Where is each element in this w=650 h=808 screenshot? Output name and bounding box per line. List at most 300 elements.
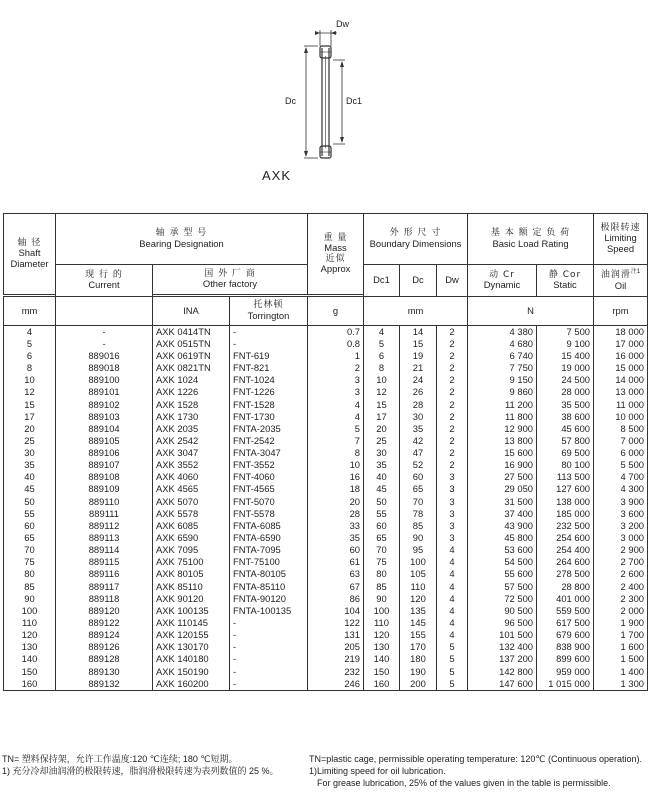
oil-speed-cell: 14 000 (594, 375, 648, 387)
torrington-code-cell: - (230, 666, 308, 678)
dw-cell: 2 (437, 460, 468, 472)
oil-speed-cell: 10 000 (594, 411, 648, 423)
dynamic-load-cell: 11 200 (468, 399, 537, 411)
oil-speed-cell: 15 000 (594, 362, 648, 374)
table-row (4, 617, 648, 629)
table-row (4, 411, 648, 423)
dw-header: Dw (437, 265, 468, 297)
torrington-code-cell: FNT-1226 (230, 387, 308, 399)
ina-code-cell: AXK 85110 (153, 581, 230, 593)
dynamic-load-cell: 137 200 (468, 654, 537, 666)
dw-cell: 2 (437, 399, 468, 411)
oil-speed-cell: 1 600 (594, 642, 648, 654)
dw-cell: 3 (437, 520, 468, 532)
torrington-code-cell: - (230, 654, 308, 666)
dynamic-load-cell: 12 900 (468, 423, 537, 435)
mass-cell: 8 (308, 447, 364, 459)
table-row (4, 630, 648, 642)
mass-cell: 3 (308, 375, 364, 387)
mass-cell: 18 (308, 484, 364, 496)
ina-code-cell: AXK 5070 (153, 496, 230, 508)
static-load-cell: 278 500 (537, 569, 594, 581)
table-row (4, 460, 648, 472)
dw-cell: 2 (437, 447, 468, 459)
oil-speed-cell: 4 700 (594, 472, 648, 484)
mass-cell: 4 (308, 411, 364, 423)
static-load-cell: 15 400 (537, 350, 594, 362)
static-load-cell: 232 500 (537, 520, 594, 532)
static-load-cell: 7 500 (537, 326, 594, 339)
table-row (4, 423, 648, 435)
dc-cell: 42 (400, 435, 437, 447)
static-load-cell: 254 400 (537, 545, 594, 557)
mass-cell: 20 (308, 496, 364, 508)
table-row (4, 375, 648, 387)
load-unit: N (468, 297, 594, 326)
ina-code-cell: AXK 140180 (153, 654, 230, 666)
table-row (4, 350, 648, 362)
oil-speed-cell: 2 400 (594, 581, 648, 593)
static-load-cell: 679 600 (537, 630, 594, 642)
dc1-cell: 90 (364, 593, 400, 605)
torrington-code-cell: FNTA-90120 (230, 593, 308, 605)
ina-code-cell: AXK 0821TN (153, 362, 230, 374)
ina-code-cell: AXK 100135 (153, 605, 230, 617)
dc-cell: 180 (400, 654, 437, 666)
dc1-cell: 100 (364, 605, 400, 617)
dynamic-load-cell: 147 600 (468, 678, 537, 691)
mass-cell: 205 (308, 642, 364, 654)
shaft-diameter-cell: 120 (4, 630, 56, 642)
current-code-cell: - (56, 338, 153, 350)
dynamic-load-cell: 16 900 (468, 460, 537, 472)
current-code-cell: 889110 (56, 496, 153, 508)
mass-cell: 63 (308, 569, 364, 581)
torrington-code-cell: - (230, 617, 308, 629)
ina-code-cell: AXK 120155 (153, 630, 230, 642)
oil-speed-cell: 17 000 (594, 338, 648, 350)
mass-cell: 122 (308, 617, 364, 629)
oil-speed-cell: 2 600 (594, 569, 648, 581)
load-rating-header: 基 本 额 定 负 荷 Basic Load Rating (468, 214, 594, 265)
dw-cell: 4 (437, 557, 468, 569)
dw-cell: 2 (437, 326, 468, 339)
dynamic-load-cell: 4 380 (468, 326, 537, 339)
ina-code-cell: AXK 2542 (153, 435, 230, 447)
shaft-diameter-cell: 60 (4, 520, 56, 532)
torrington-code-cell: FNTA-3047 (230, 447, 308, 459)
table-row (4, 484, 648, 496)
dw-cell: 2 (437, 435, 468, 447)
ina-code-cell: AXK 0619TN (153, 350, 230, 362)
dw-label: Dw (336, 19, 349, 29)
dc-cell: 19 (400, 350, 437, 362)
torrington-code-cell: FNT-1730 (230, 411, 308, 423)
dc-cell: 200 (400, 678, 437, 691)
static-load-cell: 401 000 (537, 593, 594, 605)
dynamic-load-cell: 142 800 (468, 666, 537, 678)
current-code-cell: 889100 (56, 375, 153, 387)
dc1-cell: 6 (364, 350, 400, 362)
dynamic-load-cell: 7 750 (468, 362, 537, 374)
shaft-diameter-cell: 17 (4, 411, 56, 423)
dc-cell: 85 (400, 520, 437, 532)
dc-cell: 15 (400, 338, 437, 350)
dynamic-load-cell: 11 800 (468, 411, 537, 423)
mass-cell: 0.8 (308, 338, 364, 350)
ina-header: INA (153, 297, 230, 326)
shaft-diameter-cell: 65 (4, 532, 56, 544)
table-row (4, 362, 648, 374)
shaft-diameter-cell: 130 (4, 642, 56, 654)
current-code-cell: 889116 (56, 569, 153, 581)
shaft-diameter-cell: 80 (4, 569, 56, 581)
ina-code-cell: AXK 2035 (153, 423, 230, 435)
dw-cell: 2 (437, 338, 468, 350)
dw-cell: 4 (437, 581, 468, 593)
dc1-cell: 130 (364, 642, 400, 654)
dynamic-load-cell: 4 680 (468, 338, 537, 350)
dc1-cell: 17 (364, 411, 400, 423)
torrington-code-cell: FNTA-2035 (230, 423, 308, 435)
bearing-spec-table (3, 213, 648, 691)
ina-code-cell: AXK 110145 (153, 617, 230, 629)
mass-cell: 0.7 (308, 326, 364, 339)
spec-table-body (4, 326, 648, 691)
ina-code-cell: AXK 4565 (153, 484, 230, 496)
current-code-cell: - (56, 326, 153, 339)
ina-code-cell: AXK 150190 (153, 666, 230, 678)
ina-code-cell: AXK 3047 (153, 447, 230, 459)
torrington-code-cell: - (230, 678, 308, 691)
dw-cell: 3 (437, 496, 468, 508)
dw-cell: 4 (437, 617, 468, 629)
shaft-diameter-cell: 4 (4, 326, 56, 339)
dynamic-load-cell: 9 150 (468, 375, 537, 387)
static-load-cell: 264 600 (537, 557, 594, 569)
oil-speed-cell: 13 000 (594, 387, 648, 399)
table-row (4, 508, 648, 520)
dc-cell: 30 (400, 411, 437, 423)
ina-code-cell: AXK 1730 (153, 411, 230, 423)
shaft-diameter-cell: 90 (4, 593, 56, 605)
ina-code-cell: AXK 130170 (153, 642, 230, 654)
dynamic-load-cell: 37 400 (468, 508, 537, 520)
dc-cell: 28 (400, 399, 437, 411)
ina-code-cell: AXK 90120 (153, 593, 230, 605)
dc-cell: 120 (400, 593, 437, 605)
table-row (4, 605, 648, 617)
dw-cell: 5 (437, 642, 468, 654)
static-load-cell: 127 600 (537, 484, 594, 496)
dc1-cell: 4 (364, 326, 400, 339)
dw-cell: 3 (437, 484, 468, 496)
oil-speed-cell: 3 000 (594, 532, 648, 544)
oil-speed-cell: 2 300 (594, 593, 648, 605)
oil-speed-cell: 18 000 (594, 326, 648, 339)
mass-unit: g (308, 297, 364, 326)
other-factory-header: 国 外 厂 商 Other factory (153, 265, 308, 295)
mass-cell: 16 (308, 472, 364, 484)
static-load-cell: 9 100 (537, 338, 594, 350)
dc-cell: 60 (400, 472, 437, 484)
current-code-cell: 889016 (56, 350, 153, 362)
dynamic-load-cell: 96 500 (468, 617, 537, 629)
shaft-diameter-cell: 85 (4, 581, 56, 593)
current-code-cell: 889118 (56, 593, 153, 605)
dw-cell: 5 (437, 654, 468, 666)
mass-cell: 219 (308, 654, 364, 666)
dc1-cell: 75 (364, 557, 400, 569)
dc1-label: Dc1 (346, 96, 363, 106)
dw-cell: 5 (437, 666, 468, 678)
dc-cell: 190 (400, 666, 437, 678)
static-load-cell: 57 800 (537, 435, 594, 447)
table-row (4, 399, 648, 411)
mass-cell: 104 (308, 605, 364, 617)
dc1-header: Dc1 (364, 265, 400, 297)
table-row (4, 545, 648, 557)
oil-speed-cell: 1 300 (594, 678, 648, 691)
shaft-diameter-cell: 75 (4, 557, 56, 569)
current-code-cell: 889113 (56, 532, 153, 544)
ina-code-cell: AXK 75100 (153, 557, 230, 569)
table-row (4, 447, 648, 459)
static-load-cell: 185 000 (537, 508, 594, 520)
torrington-header: 托林顿 Torrington (230, 297, 308, 326)
current-unit (56, 297, 153, 326)
mass-cell: 232 (308, 666, 364, 678)
static-load-cell: 28 000 (537, 387, 594, 399)
shaft-diameter-cell: 5 (4, 338, 56, 350)
dc-cell: 135 (400, 605, 437, 617)
static-load-cell: 24 500 (537, 375, 594, 387)
dc1-cell: 140 (364, 654, 400, 666)
mass-cell: 2 (308, 362, 364, 374)
torrington-code-cell: FNT-4060 (230, 472, 308, 484)
torrington-code-cell: FNTA-7095 (230, 545, 308, 557)
static-load-cell: 113 500 (537, 472, 594, 484)
current-code-cell: 889101 (56, 387, 153, 399)
shaft-diameter-cell: 50 (4, 496, 56, 508)
dynamic-load-cell: 101 500 (468, 630, 537, 642)
dynamic-load-cell: 29 050 (468, 484, 537, 496)
dc-cell: 35 (400, 423, 437, 435)
torrington-code-cell: FNT-5578 (230, 508, 308, 520)
mass-cell: 131 (308, 630, 364, 642)
dw-cell: 2 (437, 375, 468, 387)
dc-cell: 47 (400, 447, 437, 459)
torrington-code-cell: FNT-821 (230, 362, 308, 374)
current-code-cell: 889018 (56, 362, 153, 374)
table-row (4, 581, 648, 593)
table-row (4, 520, 648, 532)
static-load-cell: 959 000 (537, 666, 594, 678)
ina-code-cell: AXK 1024 (153, 375, 230, 387)
current-code-cell: 889105 (56, 435, 153, 447)
dw-cell: 2 (437, 423, 468, 435)
oil-speed-cell: 2 700 (594, 557, 648, 569)
shaft-diameter-header: 轴 径 Shaft Diameter (4, 214, 56, 295)
dc-cell: 70 (400, 496, 437, 508)
bearing-designation-header: 轴 承 型 号 Bearing Designation (56, 214, 308, 265)
mass-cell: 28 (308, 508, 364, 520)
current-code-cell: 889108 (56, 472, 153, 484)
ina-code-cell: AXK 4060 (153, 472, 230, 484)
static-load-cell: 35 500 (537, 399, 594, 411)
table-row (4, 387, 648, 399)
dc-cell: 155 (400, 630, 437, 642)
dc-cell: 24 (400, 375, 437, 387)
dynamic-load-cell: 55 600 (468, 569, 537, 581)
dw-cell: 4 (437, 593, 468, 605)
static-load-cell: 617 500 (537, 617, 594, 629)
dc1-cell: 20 (364, 423, 400, 435)
mass-cell: 60 (308, 545, 364, 557)
mass-cell: 61 (308, 557, 364, 569)
static-load-cell: 899 600 (537, 654, 594, 666)
oil-speed-cell: 3 200 (594, 520, 648, 532)
torrington-code-cell: - (230, 326, 308, 339)
dc1-cell: 65 (364, 532, 400, 544)
dynamic-load-cell: 31 500 (468, 496, 537, 508)
dc1-cell: 30 (364, 447, 400, 459)
static-load-cell: 28 800 (537, 581, 594, 593)
ina-code-cell: AXK 5578 (153, 508, 230, 520)
ina-code-cell: AXK 6085 (153, 520, 230, 532)
dw-cell: 4 (437, 605, 468, 617)
dynamic-load-cell: 54 500 (468, 557, 537, 569)
current-code-cell: 889106 (56, 447, 153, 459)
oil-speed-cell: 3 900 (594, 496, 648, 508)
oil-speed-cell: 11 000 (594, 399, 648, 411)
oil-speed-cell: 6 000 (594, 447, 648, 459)
torrington-code-cell: FNT-3552 (230, 460, 308, 472)
static-load-cell: 1 015 000 (537, 678, 594, 691)
mass-header: 重 量 Mass 近似 Approx (308, 214, 364, 295)
mass-cell: 4 (308, 399, 364, 411)
oil-speed-cell: 5 500 (594, 460, 648, 472)
table-row (4, 435, 648, 447)
dynamic-load-cell: 6 740 (468, 350, 537, 362)
dc1-cell: 120 (364, 630, 400, 642)
static-load-cell: 254 600 (537, 532, 594, 544)
dw-cell: 3 (437, 508, 468, 520)
dynamic-load-cell: 90 500 (468, 605, 537, 617)
mass-cell: 1 (308, 350, 364, 362)
dc1-cell: 8 (364, 362, 400, 374)
torrington-code-cell: FNTA-100135 (230, 605, 308, 617)
shaft-diameter-cell: 55 (4, 508, 56, 520)
current-code-cell: 889124 (56, 630, 153, 642)
dc1-cell: 160 (364, 678, 400, 691)
torrington-code-cell: FNT-619 (230, 350, 308, 362)
current-code-cell: 889102 (56, 399, 153, 411)
shaft-diameter-cell: 35 (4, 460, 56, 472)
dc-cell: 26 (400, 387, 437, 399)
mass-cell: 246 (308, 678, 364, 691)
shaft-diameter-cell: 100 (4, 605, 56, 617)
dc-cell: 52 (400, 460, 437, 472)
mass-cell: 86 (308, 593, 364, 605)
dynamic-load-cell: 9 860 (468, 387, 537, 399)
table-row (4, 569, 648, 581)
shaft-diameter-cell: 25 (4, 435, 56, 447)
dynamic-load-cell: 53 600 (468, 545, 537, 557)
shaft-diameter-cell: 150 (4, 666, 56, 678)
dc1-cell: 25 (364, 435, 400, 447)
shaft-diameter-cell: 12 (4, 387, 56, 399)
dc1-cell: 80 (364, 569, 400, 581)
static-load-cell: 559 500 (537, 605, 594, 617)
shaft-diameter-cell: 110 (4, 617, 56, 629)
dc-cell: 21 (400, 362, 437, 374)
shaft-diameter-cell: 20 (4, 423, 56, 435)
dc-label: Dc (285, 96, 296, 106)
dw-cell: 5 (437, 678, 468, 691)
table-row (4, 642, 648, 654)
limiting-speed-header: 极限转速 Limiting Speed (594, 214, 648, 265)
dc-cell: 145 (400, 617, 437, 629)
dc1-cell: 110 (364, 617, 400, 629)
torrington-code-cell: FNTA-6085 (230, 520, 308, 532)
dw-cell: 4 (437, 545, 468, 557)
ina-code-cell: AXK 1226 (153, 387, 230, 399)
dc-header: Dc (400, 265, 437, 297)
dynamic-header: 动 Cr Dynamic (468, 265, 537, 297)
current-code-cell: 889104 (56, 423, 153, 435)
oil-speed-cell: 1 700 (594, 630, 648, 642)
current-code-cell: 889120 (56, 605, 153, 617)
mass-cell: 5 (308, 423, 364, 435)
oil-speed-cell: 2 000 (594, 605, 648, 617)
dynamic-load-cell: 13 800 (468, 435, 537, 447)
dynamic-load-cell: 132 400 (468, 642, 537, 654)
shaft-unit: mm (4, 297, 56, 326)
torrington-code-cell: FNT-1528 (230, 399, 308, 411)
dw-cell: 2 (437, 411, 468, 423)
note-cn-1: TN= 塑料保持架，允许工作温度:120 ℃连续; 180 ℃短期。 (2, 754, 238, 764)
static-load-cell: 45 600 (537, 423, 594, 435)
diagram-caption: AXK (262, 168, 292, 183)
oil-speed-cell: 8 500 (594, 423, 648, 435)
dc1-cell: 10 (364, 375, 400, 387)
dc1-cell: 40 (364, 472, 400, 484)
static-load-cell: 838 900 (537, 642, 594, 654)
boundary-dimensions-header: 外 形 尺 寸 Boundary Dimensions (364, 214, 468, 265)
dc1-cell: 150 (364, 666, 400, 678)
current-code-cell: 889112 (56, 520, 153, 532)
mass-cell: 33 (308, 520, 364, 532)
dc-cell: 65 (400, 484, 437, 496)
dc1-cell: 45 (364, 484, 400, 496)
dc1-cell: 12 (364, 387, 400, 399)
ina-code-cell: AXK 0515TN (153, 338, 230, 350)
oil-speed-cell: 1 500 (594, 654, 648, 666)
ina-code-cell: AXK 6590 (153, 532, 230, 544)
dc-cell: 90 (400, 532, 437, 544)
shaft-diameter-cell: 30 (4, 447, 56, 459)
ina-code-cell: AXK 160200 (153, 678, 230, 691)
oil-speed-cell: 2 900 (594, 545, 648, 557)
oil-speed-cell: 1 400 (594, 666, 648, 678)
oil-header: 油润滑$^{注1}$ Oil (594, 265, 648, 297)
dc1-cell: 35 (364, 460, 400, 472)
dc-cell: 105 (400, 569, 437, 581)
bearing-cross-section-diagram (0, 0, 650, 210)
dw-cell: 3 (437, 472, 468, 484)
torrington-code-cell: - (230, 642, 308, 654)
